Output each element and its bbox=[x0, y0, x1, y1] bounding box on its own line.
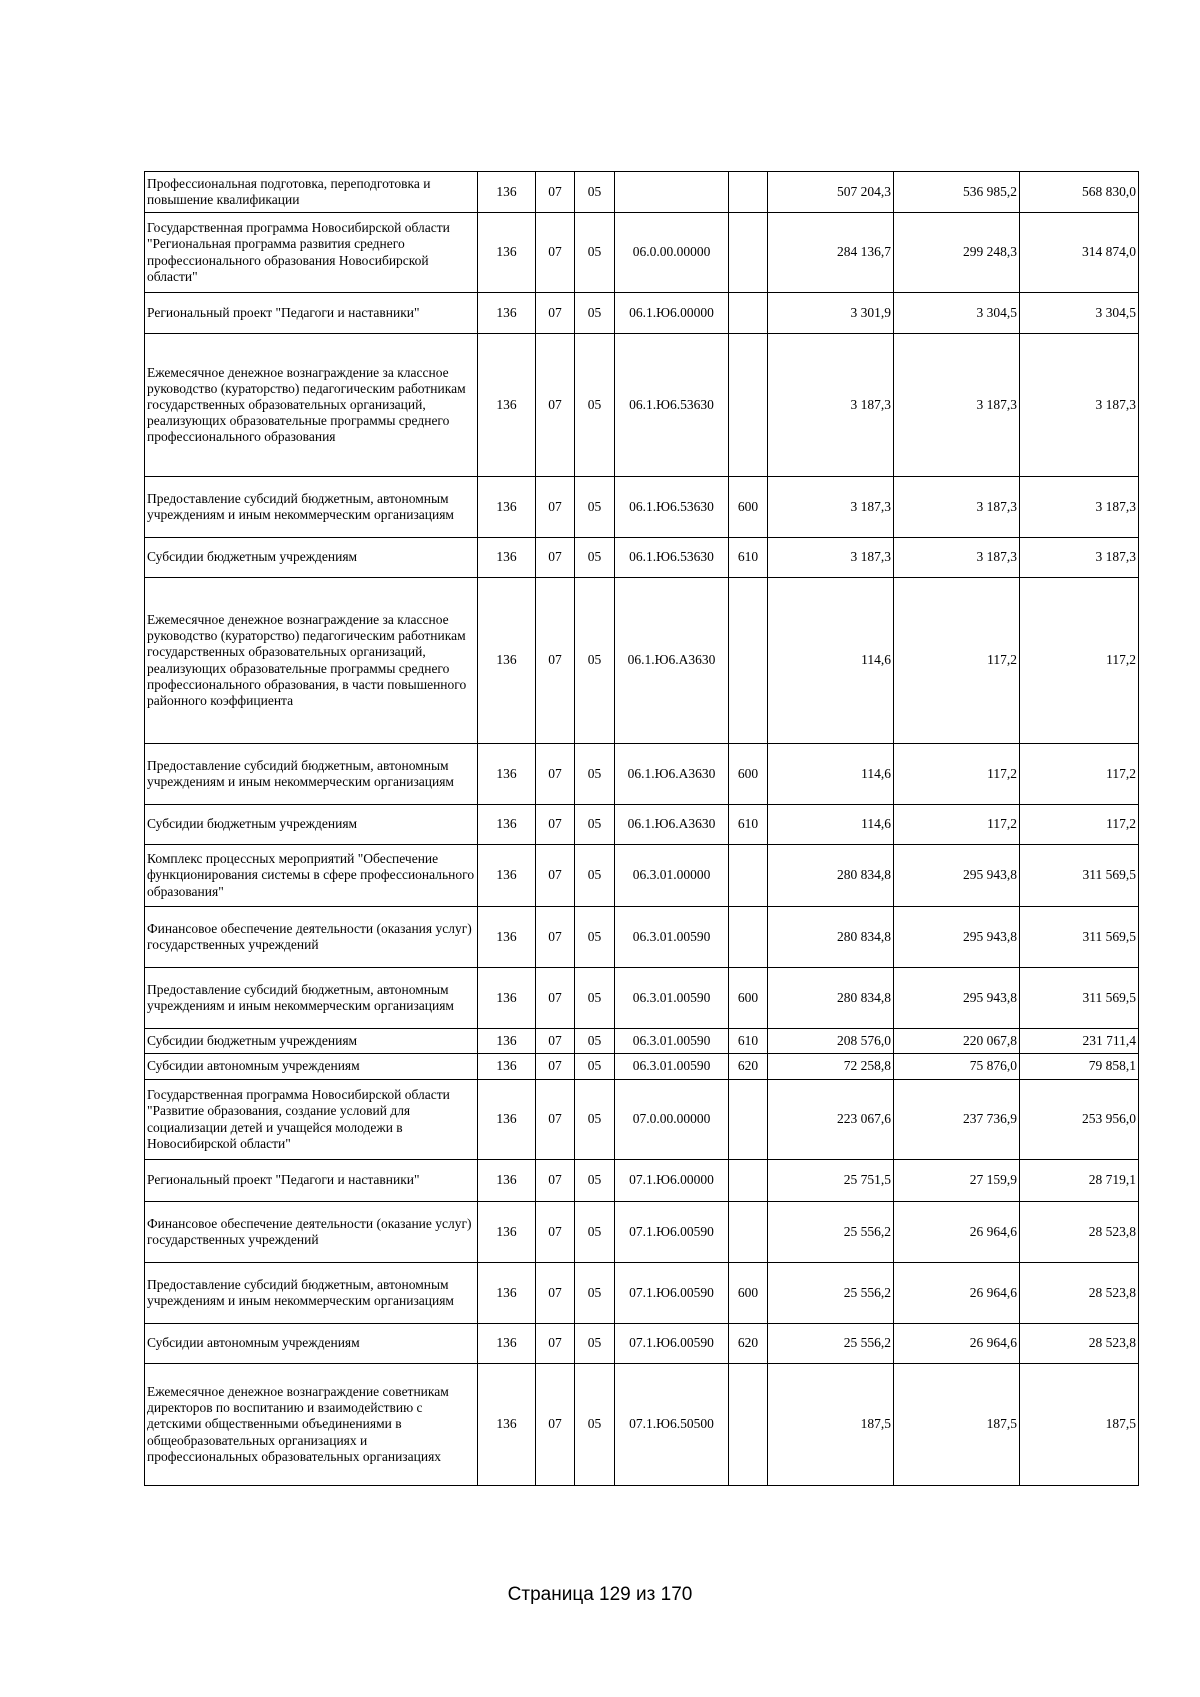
amount-year-1: 280 834,8 bbox=[768, 968, 894, 1029]
vr-code: 610 bbox=[729, 538, 768, 578]
ved-code: 136 bbox=[478, 172, 536, 213]
row-name: Государственная программа Новосибирской области "Региональная программа развития среднего профессионального образования Новосибирской области" bbox=[145, 213, 478, 293]
amount-year-1: 114,6 bbox=[768, 578, 894, 744]
csr-code: 07.1.Ю6.50500 bbox=[615, 1364, 729, 1486]
amount-year-1: 25 556,2 bbox=[768, 1263, 894, 1324]
csr-code: 06.1.Ю6.53630 bbox=[615, 538, 729, 578]
csr-code: 07.1.Ю6.00590 bbox=[615, 1202, 729, 1263]
amount-year-3: 187,5 bbox=[1020, 1364, 1139, 1486]
pr-code: 05 bbox=[575, 1054, 615, 1080]
row-name: Региональный проект "Педагоги и наставники" bbox=[145, 1160, 478, 1202]
amount-year-3: 28 523,8 bbox=[1020, 1324, 1139, 1364]
vr-code: 600 bbox=[729, 1263, 768, 1324]
ved-code: 136 bbox=[478, 538, 536, 578]
rz-code: 07 bbox=[536, 1324, 575, 1364]
ved-code: 136 bbox=[478, 968, 536, 1029]
table-row bbox=[145, 1029, 1139, 1054]
csr-code: 06.1.Ю6.53630 bbox=[615, 334, 729, 477]
csr-code: 07.0.00.00000 bbox=[615, 1080, 729, 1160]
csr-code: 06.1.Ю6.00000 bbox=[615, 293, 729, 334]
csr-code: 06.3.01.00590 bbox=[615, 907, 729, 968]
rz-code: 07 bbox=[536, 578, 575, 744]
amount-year-2: 295 943,8 bbox=[894, 968, 1020, 1029]
ved-code: 136 bbox=[478, 578, 536, 744]
table-row bbox=[145, 744, 1139, 805]
pr-code: 05 bbox=[575, 907, 615, 968]
row-name: Финансовое обеспечение деятельности (оказания услуг) государственных учреждений bbox=[145, 907, 478, 968]
pr-code: 05 bbox=[575, 1324, 615, 1364]
amount-year-2: 3 304,5 bbox=[894, 293, 1020, 334]
amount-year-1: 114,6 bbox=[768, 805, 894, 845]
table-row bbox=[145, 845, 1139, 907]
row-name: Региональный проект "Педагоги и наставники" bbox=[145, 293, 478, 334]
amount-year-3: 253 956,0 bbox=[1020, 1080, 1139, 1160]
csr-code: 06.3.01.00590 bbox=[615, 968, 729, 1029]
row-name: Ежемесячное денежное вознаграждение за классное руководство (кураторство) педагогическим работникам государственных образовательных организаций, реализующих образовательные программы среднего профессионального образования, в части повышенного районного коэффициента bbox=[145, 578, 478, 744]
row-name: Субсидии бюджетным учреждениям bbox=[145, 805, 478, 845]
amount-year-2: 237 736,9 bbox=[894, 1080, 1020, 1160]
amount-year-3: 79 858,1 bbox=[1020, 1054, 1139, 1080]
amount-year-2: 295 943,8 bbox=[894, 907, 1020, 968]
pr-code: 05 bbox=[575, 477, 615, 538]
amount-year-3: 28 719,1 bbox=[1020, 1160, 1139, 1202]
amount-year-1: 3 187,3 bbox=[768, 538, 894, 578]
table-row bbox=[145, 1202, 1139, 1263]
table-row bbox=[145, 1160, 1139, 1202]
amount-year-1: 3 187,3 bbox=[768, 334, 894, 477]
table-row bbox=[145, 172, 1139, 213]
row-name: Профессиональная подготовка, переподготовка и повышение квалификации bbox=[145, 172, 478, 213]
pr-code: 05 bbox=[575, 744, 615, 805]
amount-year-3: 311 569,5 bbox=[1020, 968, 1139, 1029]
vr-code bbox=[729, 845, 768, 907]
ved-code: 136 bbox=[478, 845, 536, 907]
pr-code: 05 bbox=[575, 213, 615, 293]
amount-year-3: 231 711,4 bbox=[1020, 1029, 1139, 1054]
csr-code: 06.1.Ю6.А3630 bbox=[615, 744, 729, 805]
pr-code: 05 bbox=[575, 538, 615, 578]
csr-code: 06.1.Ю6.А3630 bbox=[615, 805, 729, 845]
page-number: Страница 129 из 170 bbox=[507, 1584, 693, 1605]
amount-year-2: 3 187,3 bbox=[894, 334, 1020, 477]
pr-code: 05 bbox=[575, 1202, 615, 1263]
csr-code: 06.1.Ю6.53630 bbox=[615, 477, 729, 538]
vr-code: 620 bbox=[729, 1324, 768, 1364]
pr-code: 05 bbox=[575, 805, 615, 845]
pr-code: 05 bbox=[575, 968, 615, 1029]
pr-code: 05 bbox=[575, 1029, 615, 1054]
amount-year-2: 26 964,6 bbox=[894, 1263, 1020, 1324]
amount-year-1: 223 067,6 bbox=[768, 1080, 894, 1160]
amount-year-1: 3 301,9 bbox=[768, 293, 894, 334]
pr-code: 05 bbox=[575, 578, 615, 744]
vr-code bbox=[729, 1364, 768, 1486]
table-row bbox=[145, 477, 1139, 538]
csr-code: 06.3.01.00590 bbox=[615, 1029, 729, 1054]
table-row bbox=[145, 213, 1139, 293]
ved-code: 136 bbox=[478, 907, 536, 968]
table-row bbox=[145, 334, 1139, 477]
ved-code: 136 bbox=[478, 1080, 536, 1160]
amount-year-2: 3 187,3 bbox=[894, 477, 1020, 538]
row-name: Субсидии бюджетным учреждениям bbox=[145, 1029, 478, 1054]
amount-year-2: 536 985,2 bbox=[894, 172, 1020, 213]
row-name: Ежемесячное денежное вознаграждение за классное руководство (кураторство) педагогическим работникам государственных образовательных организаций, реализующих образовательные программы среднего профессионального образования bbox=[145, 334, 478, 477]
amount-year-1: 507 204,3 bbox=[768, 172, 894, 213]
amount-year-1: 208 576,0 bbox=[768, 1029, 894, 1054]
csr-code: 07.1.Ю6.00000 bbox=[615, 1160, 729, 1202]
vr-code: 600 bbox=[729, 968, 768, 1029]
vr-code bbox=[729, 907, 768, 968]
vr-code: 600 bbox=[729, 477, 768, 538]
budget-table bbox=[144, 171, 1139, 1486]
amount-year-2: 295 943,8 bbox=[894, 845, 1020, 907]
amount-year-2: 26 964,6 bbox=[894, 1202, 1020, 1263]
rz-code: 07 bbox=[536, 1160, 575, 1202]
vr-code bbox=[729, 172, 768, 213]
amount-year-3: 117,2 bbox=[1020, 744, 1139, 805]
pr-code: 05 bbox=[575, 845, 615, 907]
row-name: Предоставление субсидий бюджетным, автономным учреждениям и иным некоммерческим организациям bbox=[145, 477, 478, 538]
ved-code: 136 bbox=[478, 334, 536, 477]
rz-code: 07 bbox=[536, 968, 575, 1029]
csr-code: 06.0.00.00000 bbox=[615, 213, 729, 293]
amount-year-2: 187,5 bbox=[894, 1364, 1020, 1486]
rz-code: 07 bbox=[536, 1054, 575, 1080]
row-name: Комплекс процессных мероприятий "Обеспечение функционирования системы в сфере профессионального образования" bbox=[145, 845, 478, 907]
row-name: Финансовое обеспечение деятельности (оказание услуг) государственных учреждений bbox=[145, 1202, 478, 1263]
amount-year-3: 3 187,3 bbox=[1020, 477, 1139, 538]
amount-year-3: 314 874,0 bbox=[1020, 213, 1139, 293]
row-name: Субсидии автономным учреждениям bbox=[145, 1324, 478, 1364]
ved-code: 136 bbox=[478, 1202, 536, 1263]
amount-year-2: 3 187,3 bbox=[894, 538, 1020, 578]
amount-year-2: 27 159,9 bbox=[894, 1160, 1020, 1202]
table-row bbox=[145, 907, 1139, 968]
ved-code: 136 bbox=[478, 1160, 536, 1202]
ved-code: 136 bbox=[478, 1029, 536, 1054]
rz-code: 07 bbox=[536, 907, 575, 968]
csr-code bbox=[615, 172, 729, 213]
amount-year-3: 3 187,3 bbox=[1020, 334, 1139, 477]
pr-code: 05 bbox=[575, 172, 615, 213]
rz-code: 07 bbox=[536, 845, 575, 907]
row-name: Субсидии автономным учреждениям bbox=[145, 1054, 478, 1080]
amount-year-1: 114,6 bbox=[768, 744, 894, 805]
amount-year-2: 75 876,0 bbox=[894, 1054, 1020, 1080]
amount-year-3: 28 523,8 bbox=[1020, 1202, 1139, 1263]
vr-code bbox=[729, 1202, 768, 1263]
vr-code: 620 bbox=[729, 1054, 768, 1080]
amount-year-1: 187,5 bbox=[768, 1364, 894, 1486]
ved-code: 136 bbox=[478, 293, 536, 334]
amount-year-2: 220 067,8 bbox=[894, 1029, 1020, 1054]
table-row bbox=[145, 1364, 1139, 1486]
amount-year-1: 284 136,7 bbox=[768, 213, 894, 293]
csr-code: 06.3.01.00000 bbox=[615, 845, 729, 907]
amount-year-2: 26 964,6 bbox=[894, 1324, 1020, 1364]
ved-code: 136 bbox=[478, 1324, 536, 1364]
pr-code: 05 bbox=[575, 1080, 615, 1160]
vr-code bbox=[729, 1160, 768, 1202]
rz-code: 07 bbox=[536, 334, 575, 477]
row-name: Предоставление субсидий бюджетным, автономным учреждениям и иным некоммерческим организациям bbox=[145, 968, 478, 1029]
amount-year-2: 299 248,3 bbox=[894, 213, 1020, 293]
ved-code: 136 bbox=[478, 1054, 536, 1080]
ved-code: 136 bbox=[478, 477, 536, 538]
rz-code: 07 bbox=[536, 1202, 575, 1263]
table-row bbox=[145, 968, 1139, 1029]
pr-code: 05 bbox=[575, 1364, 615, 1486]
vr-code bbox=[729, 1080, 768, 1160]
rz-code: 07 bbox=[536, 538, 575, 578]
rz-code: 07 bbox=[536, 172, 575, 213]
vr-code: 610 bbox=[729, 805, 768, 845]
amount-year-3: 117,2 bbox=[1020, 578, 1139, 744]
csr-code: 06.1.Ю6.А3630 bbox=[615, 578, 729, 744]
rz-code: 07 bbox=[536, 1364, 575, 1486]
vr-code: 600 bbox=[729, 744, 768, 805]
rz-code: 07 bbox=[536, 744, 575, 805]
amount-year-2: 117,2 bbox=[894, 744, 1020, 805]
amount-year-1: 3 187,3 bbox=[768, 477, 894, 538]
table-row bbox=[145, 1054, 1139, 1080]
amount-year-3: 3 304,5 bbox=[1020, 293, 1139, 334]
rz-code: 07 bbox=[536, 805, 575, 845]
vr-code bbox=[729, 334, 768, 477]
vr-code bbox=[729, 213, 768, 293]
amount-year-3: 3 187,3 bbox=[1020, 538, 1139, 578]
table-row bbox=[145, 578, 1139, 744]
amount-year-1: 25 751,5 bbox=[768, 1160, 894, 1202]
amount-year-3: 117,2 bbox=[1020, 805, 1139, 845]
pr-code: 05 bbox=[575, 1263, 615, 1324]
ved-code: 136 bbox=[478, 744, 536, 805]
row-name: Предоставление субсидий бюджетным, автономным учреждениям и иным некоммерческим организациям bbox=[145, 1263, 478, 1324]
table-row bbox=[145, 538, 1139, 578]
table-row bbox=[145, 1263, 1139, 1324]
amount-year-3: 568 830,0 bbox=[1020, 172, 1139, 213]
vr-code bbox=[729, 293, 768, 334]
amount-year-1: 280 834,8 bbox=[768, 907, 894, 968]
rz-code: 07 bbox=[536, 213, 575, 293]
csr-code: 07.1.Ю6.00590 bbox=[615, 1263, 729, 1324]
csr-code: 07.1.Ю6.00590 bbox=[615, 1324, 729, 1364]
rz-code: 07 bbox=[536, 1263, 575, 1324]
amount-year-1: 25 556,2 bbox=[768, 1324, 894, 1364]
amount-year-3: 28 523,8 bbox=[1020, 1263, 1139, 1324]
vr-code: 610 bbox=[729, 1029, 768, 1054]
ved-code: 136 bbox=[478, 1263, 536, 1324]
amount-year-3: 311 569,5 bbox=[1020, 845, 1139, 907]
rz-code: 07 bbox=[536, 293, 575, 334]
row-name: Субсидии бюджетным учреждениям bbox=[145, 538, 478, 578]
table-row bbox=[145, 805, 1139, 845]
rz-code: 07 bbox=[536, 1080, 575, 1160]
table-row bbox=[145, 1324, 1139, 1364]
amount-year-1: 280 834,8 bbox=[768, 845, 894, 907]
table-row bbox=[145, 1080, 1139, 1160]
rz-code: 07 bbox=[536, 477, 575, 538]
ved-code: 136 bbox=[478, 1364, 536, 1486]
csr-code: 06.3.01.00590 bbox=[615, 1054, 729, 1080]
amount-year-2: 117,2 bbox=[894, 805, 1020, 845]
pr-code: 05 bbox=[575, 334, 615, 477]
ved-code: 136 bbox=[478, 805, 536, 845]
amount-year-1: 72 258,8 bbox=[768, 1054, 894, 1080]
pr-code: 05 bbox=[575, 293, 615, 334]
vr-code bbox=[729, 578, 768, 744]
ved-code: 136 bbox=[478, 213, 536, 293]
row-name: Ежемесячное денежное вознаграждение советникам директоров по воспитанию и взаимодействию с детскими общественными объединениями в общеобразовательных организациях и профессиональных образовательных организациях bbox=[145, 1364, 478, 1486]
pr-code: 05 bbox=[575, 1160, 615, 1202]
rz-code: 07 bbox=[536, 1029, 575, 1054]
row-name: Предоставление субсидий бюджетным, автономным учреждениям и иным некоммерческим организациям bbox=[145, 744, 478, 805]
amount-year-1: 25 556,2 bbox=[768, 1202, 894, 1263]
table-row bbox=[145, 293, 1139, 334]
row-name: Государственная программа Новосибирской области "Развитие образования, создание условий для социализации детей и учащейся молодежи в Новосибирской области" bbox=[145, 1080, 478, 1160]
amount-year-3: 311 569,5 bbox=[1020, 907, 1139, 968]
amount-year-2: 117,2 bbox=[894, 578, 1020, 744]
